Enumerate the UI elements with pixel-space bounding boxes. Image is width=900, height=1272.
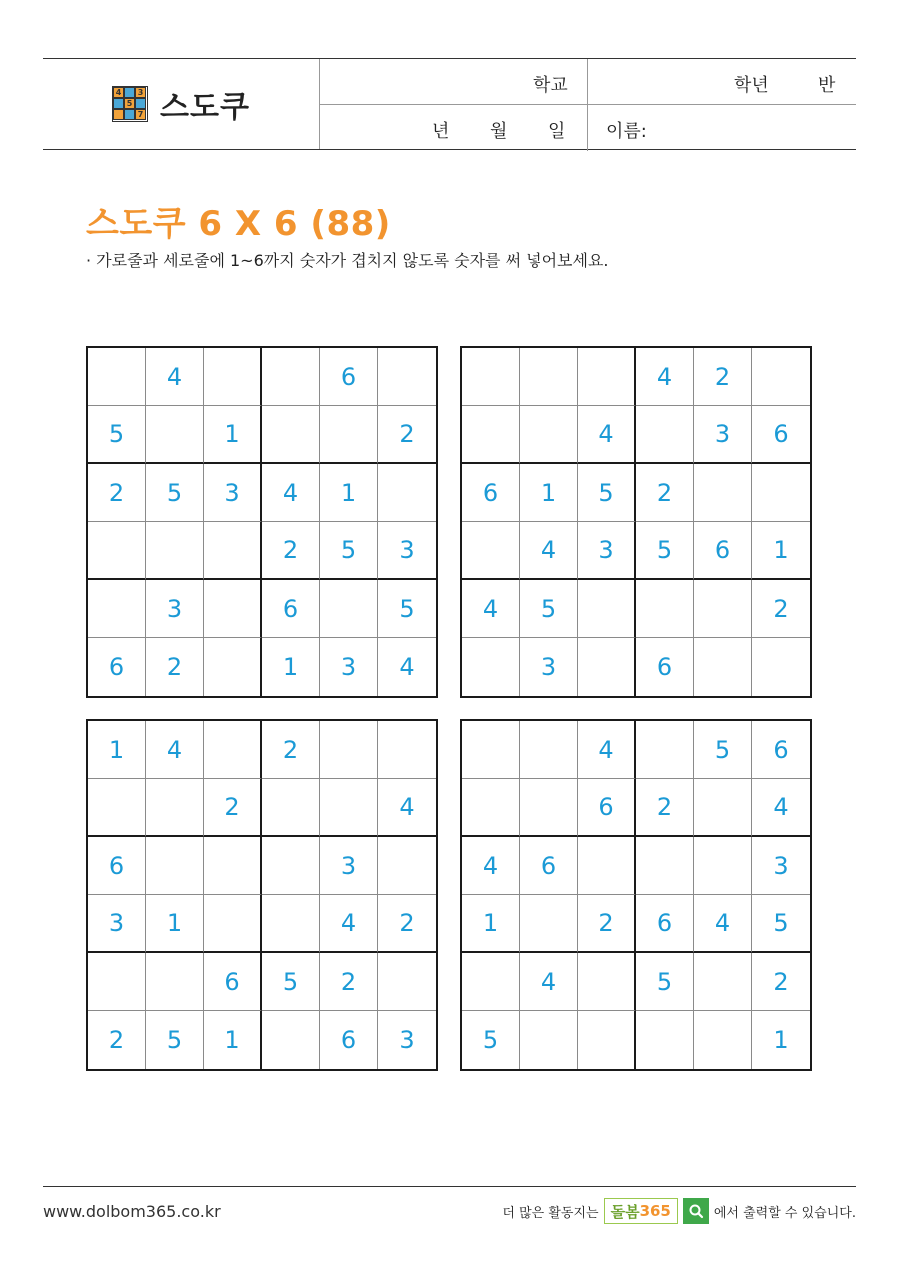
sudoku-cell[interactable] — [578, 1011, 636, 1069]
sudoku-cell: 3 — [320, 837, 378, 895]
sudoku-cell[interactable] — [752, 348, 810, 406]
sudoku-cell: 3 — [88, 895, 146, 953]
sudoku-cell[interactable] — [694, 953, 752, 1011]
sudoku-cell: 6 — [752, 406, 810, 464]
sudoku-cell[interactable] — [88, 348, 146, 406]
sudoku-cell: 6 — [578, 779, 636, 837]
sudoku-cell: 4 — [378, 779, 436, 837]
sudoku-cell[interactable] — [146, 779, 204, 837]
sudoku-cell[interactable] — [378, 837, 436, 895]
sudoku-cell[interactable] — [146, 837, 204, 895]
sudoku-cell: 2 — [262, 522, 320, 580]
sudoku-cell: 5 — [462, 1011, 520, 1069]
sudoku-cell: 1 — [773, 1026, 789, 1054]
sudoku-cell: 4 — [462, 580, 520, 638]
sudoku-cell: 6 — [320, 1011, 378, 1069]
sudoku-cell[interactable] — [262, 895, 320, 953]
sudoku-cell[interactable] — [378, 348, 436, 406]
sudoku-cell[interactable] — [146, 406, 204, 464]
sudoku-cell: 5 — [320, 522, 378, 580]
sudoku-cell[interactable] — [520, 406, 578, 464]
sudoku-cell[interactable] — [694, 1011, 752, 1069]
brand-badge[interactable] — [604, 1198, 678, 1224]
sudoku-cell[interactable] — [520, 895, 578, 953]
sudoku-cell: 6 — [752, 721, 810, 779]
page-title: 스도쿠 6 X 6 (88) — [86, 204, 391, 244]
sudoku-cell: 1 — [146, 895, 204, 953]
sudoku-cell[interactable] — [88, 580, 146, 638]
sudoku-cell: 2 — [378, 895, 436, 953]
sudoku-cell[interactable] — [320, 406, 378, 464]
sudoku-cell[interactable] — [520, 779, 578, 837]
sudoku-cell[interactable] — [204, 638, 262, 696]
instruction-text: · 가로줄과 세로줄에 1~6까지 숫자가 겹치지 않도록 숫자를 써 넣어보세요. — [86, 251, 609, 270]
sudoku-cell: 4 — [146, 348, 204, 406]
sudoku-cell[interactable] — [204, 895, 262, 953]
sudoku-cell[interactable] — [636, 837, 694, 895]
sudoku-cell[interactable] — [462, 638, 520, 696]
sudoku-cell: 2 — [204, 779, 262, 837]
sudoku-cell: 2 — [320, 953, 378, 1011]
sudoku-cell: 2 — [694, 348, 752, 406]
sudoku-cell[interactable] — [752, 464, 810, 522]
sudoku-cell: 5 — [694, 721, 752, 779]
sudoku-cell: 4 — [262, 464, 320, 522]
sudoku-cell: 1 — [462, 895, 520, 953]
logo-text: 스도쿠 — [160, 90, 250, 125]
sudoku-cell: 2 — [578, 895, 636, 953]
sudoku-cell: 4 — [520, 953, 578, 1011]
sudoku-cell[interactable] — [88, 522, 146, 580]
sudoku-cell[interactable] — [320, 580, 378, 638]
sudoku-cell: 2 — [752, 953, 810, 1011]
sudoku-cell[interactable] — [636, 1011, 694, 1069]
logo-digit — [113, 98, 124, 109]
sudoku-cell: 6 — [204, 953, 262, 1011]
sudoku-cell: 1 — [320, 464, 378, 522]
sudoku-cell[interactable] — [520, 348, 578, 406]
sudoku-cell[interactable] — [320, 779, 378, 837]
sudoku-cell: 6 — [520, 837, 578, 895]
brand-name: 돌봄 — [610, 1202, 640, 1221]
sudoku-cell[interactable] — [520, 721, 578, 779]
sudoku-cell[interactable] — [88, 953, 146, 1011]
sudoku-logo-icon — [112, 86, 148, 122]
sudoku-puzzle-1 — [86, 346, 438, 698]
sudoku-cell: 5 — [520, 580, 578, 638]
sudoku-cell: 2 — [262, 721, 320, 779]
sudoku-cell: 2 — [752, 580, 810, 638]
sudoku-cell[interactable] — [462, 953, 520, 1011]
sudoku-cell: 5 — [262, 953, 320, 1011]
sudoku-cell[interactable] — [204, 721, 262, 779]
sudoku-cell: 6 — [636, 638, 694, 696]
footer-divider — [43, 1186, 856, 1187]
logo-digit — [124, 109, 135, 120]
sudoku-cell: 6 — [694, 522, 752, 580]
sudoku-cell[interactable] — [578, 953, 636, 1011]
logo-digit — [135, 98, 146, 109]
sudoku-cell: 2 — [378, 406, 436, 464]
sudoku-puzzle-2 — [460, 346, 812, 698]
sudoku-cell[interactable] — [578, 348, 636, 406]
sudoku-cell: 3 — [694, 406, 752, 464]
sudoku-cell[interactable] — [146, 953, 204, 1011]
sudoku-cell[interactable] — [378, 953, 436, 1011]
class-label: 반 — [818, 75, 836, 96]
sudoku-cell: 4 — [520, 522, 578, 580]
sudoku-cell: 3 — [399, 1026, 415, 1054]
sudoku-cell: 1 — [752, 522, 810, 580]
sudoku-cell: 3 — [378, 522, 436, 580]
logo-digit — [113, 109, 124, 120]
sudoku-cell[interactable] — [462, 406, 520, 464]
search-icon[interactable] — [683, 1198, 709, 1224]
sudoku-cell: 1 — [262, 638, 320, 696]
sudoku-cell: 4 — [636, 348, 694, 406]
grade-class-field[interactable] — [588, 59, 856, 104]
footer-post-text: 에서 출력할 수 있습니다. — [713, 1205, 856, 1221]
sudoku-cell: 1 — [204, 406, 262, 464]
sudoku-cell[interactable] — [320, 721, 378, 779]
sudoku-cell: 3 — [520, 638, 578, 696]
sudoku-cell: 3 — [146, 580, 204, 638]
sudoku-cell: 5 — [146, 1011, 204, 1069]
sudoku-cell[interactable] — [578, 580, 636, 638]
sudoku-cell[interactable] — [694, 464, 752, 522]
sudoku-cell: 4 — [462, 837, 520, 895]
footer-promo — [502, 1198, 856, 1224]
brand-number: 365 — [639, 1202, 671, 1220]
sudoku-cell[interactable] — [462, 721, 520, 779]
sudoku-cell[interactable] — [636, 721, 694, 779]
sudoku-cell[interactable] — [204, 348, 262, 406]
sudoku-cell: 6 — [262, 580, 320, 638]
sudoku-cell: 5 — [88, 406, 146, 464]
sudoku-cell[interactable] — [694, 779, 752, 837]
sudoku-cell[interactable] — [204, 580, 262, 638]
sudoku-cell: 3 — [204, 464, 262, 522]
sudoku-cell: 4 — [578, 721, 636, 779]
sudoku-cell[interactable] — [578, 638, 636, 696]
logo-digit: 7 — [135, 109, 146, 120]
sudoku-cell: 6 — [636, 895, 694, 953]
sudoku-cell[interactable] — [578, 837, 636, 895]
sudoku-cell[interactable] — [88, 779, 146, 837]
sudoku-cell: 4 — [578, 406, 636, 464]
sudoku-cell[interactable] — [262, 1011, 320, 1069]
sudoku-cell[interactable] — [462, 522, 520, 580]
sudoku-cell[interactable] — [262, 406, 320, 464]
sudoku-cell: 2 — [636, 779, 694, 837]
sudoku-cell: 4 — [320, 895, 378, 953]
sudoku-cell: 1 — [520, 464, 578, 522]
worksheet-header — [43, 58, 856, 150]
sudoku-cell: 1 — [88, 721, 146, 779]
sudoku-cell: 3 — [320, 638, 378, 696]
sudoku-cell: 2 — [636, 464, 694, 522]
sudoku-cell: 5 — [636, 522, 694, 580]
name-label: 이름: — [606, 121, 647, 142]
day-label: 일 — [548, 121, 566, 142]
sudoku-cell: 6 — [320, 348, 378, 406]
info-row-school — [320, 59, 856, 105]
sudoku-cell[interactable] — [636, 580, 694, 638]
grade-label: 학년 — [734, 75, 769, 96]
sudoku-cell: 5 — [578, 464, 636, 522]
sudoku-cell: 5 — [752, 895, 810, 953]
sudoku-cell[interactable] — [204, 522, 262, 580]
sudoku-cell: 2 — [88, 1011, 146, 1069]
logo-digit: 3 — [135, 87, 146, 98]
sudoku-cell[interactable] — [146, 522, 204, 580]
sudoku-cell: 4 — [146, 721, 204, 779]
sudoku-cell: 3 — [578, 522, 636, 580]
sudoku-cell: 6 — [88, 837, 146, 895]
date-field[interactable] — [320, 105, 588, 151]
sudoku-cell[interactable] — [752, 638, 810, 696]
sudoku-cell: 2 — [88, 464, 146, 522]
sudoku-cell[interactable] — [262, 837, 320, 895]
sudoku-cell: 5 — [146, 464, 204, 522]
sudoku-cell: 1 — [204, 1011, 262, 1069]
month-label: 월 — [490, 121, 508, 142]
sudoku-cell: 5 — [636, 953, 694, 1011]
footer-pre-text: 더 많은 활동지는 — [502, 1205, 599, 1221]
footer-url[interactable]: www.dolbom365.co.kr — [43, 1202, 221, 1221]
logo-digit: 5 — [124, 98, 135, 109]
sudoku-puzzle-4 — [460, 719, 812, 1071]
sudoku-cell[interactable] — [262, 348, 320, 406]
sudoku-cell[interactable] — [694, 580, 752, 638]
sudoku-cell: 2 — [146, 638, 204, 696]
school-label: 학교 — [533, 75, 568, 96]
sudoku-cell: 5 — [378, 580, 436, 638]
school-field[interactable] — [320, 59, 588, 104]
sudoku-cell[interactable] — [262, 779, 320, 837]
sudoku-cell: 6 — [88, 638, 146, 696]
logo-digit: 4 — [113, 87, 124, 98]
sudoku-cell[interactable] — [462, 348, 520, 406]
sudoku-cell[interactable] — [378, 464, 436, 522]
sudoku-cell: 6 — [462, 464, 520, 522]
sudoku-cell: 4 — [752, 779, 810, 837]
sudoku-cell[interactable] — [694, 837, 752, 895]
sudoku-cell[interactable] — [520, 1011, 578, 1069]
sudoku-cell: 4 — [399, 653, 415, 681]
sudoku-cell[interactable] — [378, 721, 436, 779]
sudoku-cell[interactable] — [694, 638, 752, 696]
name-field[interactable] — [588, 105, 856, 151]
logo — [43, 59, 320, 149]
sudoku-cell: 4 — [694, 895, 752, 953]
sudoku-cell[interactable] — [636, 406, 694, 464]
info-row-date — [320, 105, 856, 151]
sudoku-cell[interactable] — [462, 779, 520, 837]
sudoku-cell[interactable] — [204, 837, 262, 895]
year-label: 년 — [432, 121, 450, 142]
sudoku-puzzle-3 — [86, 719, 438, 1071]
sudoku-cell: 3 — [752, 837, 810, 895]
logo-digit — [124, 87, 135, 98]
